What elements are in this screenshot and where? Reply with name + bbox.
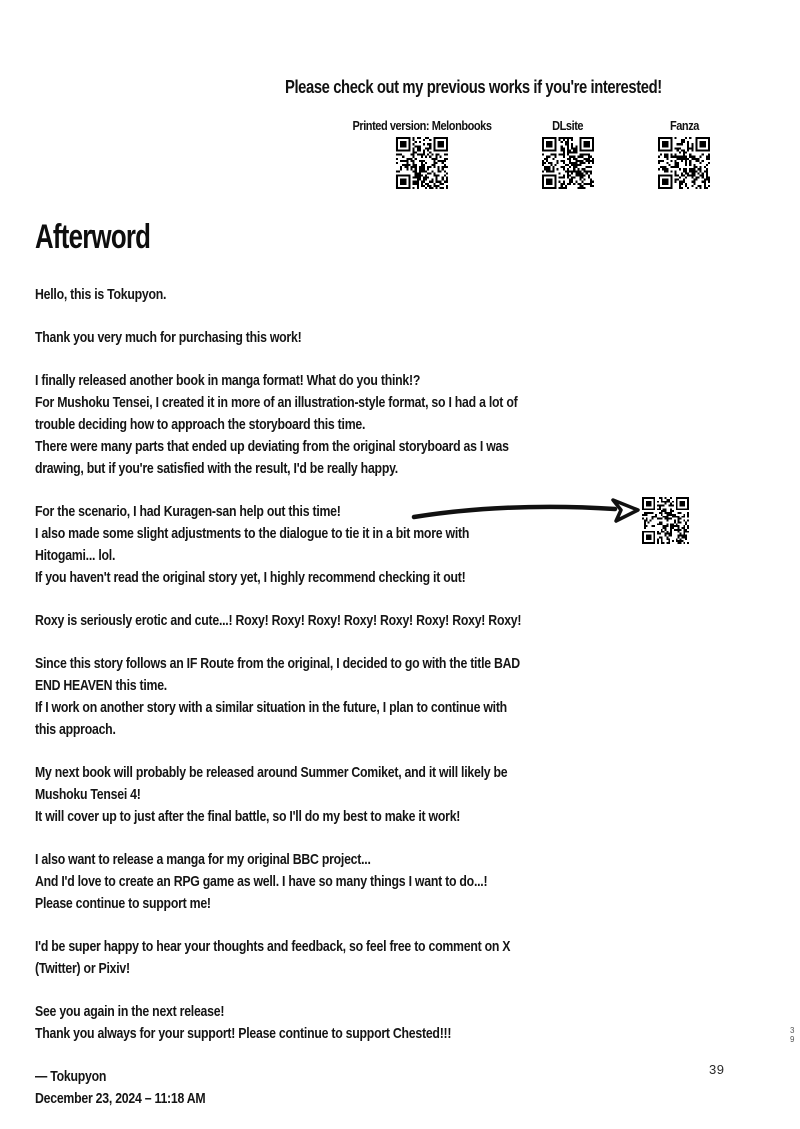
text-line: For the scenario, I had Kuragen-san help out this time! — [35, 503, 341, 520]
qr-link-item — [658, 119, 710, 189]
text-line: Please continue to support me! — [35, 895, 211, 912]
scenario-qr-wrap — [642, 497, 689, 549]
text-line: See you again in the next release! — [35, 1003, 225, 1020]
qr-link-label: DLsite — [552, 119, 584, 133]
text-line: Roxy is seriously erotic and cute...! Roxy! Roxy! Roxy! Roxy! Roxy! Roxy! Roxy! Roxy! — [35, 612, 522, 629]
text-line: END HEAVEN this time. — [35, 677, 167, 694]
text-line: If I work on another story with a similar situation in the future, I plan to continue with — [35, 699, 507, 716]
text-line: Since this story follows an IF Route from the original, I decided to go with the title BAD — [35, 655, 520, 672]
text-line: — Tokupyon — [35, 1068, 107, 1085]
paragraph — [35, 1001, 773, 1045]
edge-marker-digit: 9 — [790, 1035, 795, 1044]
text-line: There were many parts that ended up deviating from the original storyboard as I was — [35, 438, 509, 455]
paragraph — [35, 610, 773, 632]
hand-drawn-arrow-icon — [410, 498, 646, 528]
text-line: Thank you very much for purchasing this work! — [35, 329, 302, 346]
previous-works-callout: Please check out my previous works if you're interested! — [285, 76, 662, 97]
text-line: I'd be super happy to hear your thoughts and feedback, so feel free to comment on X — [35, 938, 511, 955]
text-line: this approach. — [35, 721, 116, 738]
edge-page-marker — [790, 1026, 800, 1044]
paragraph — [35, 936, 773, 980]
qr-link-label: Printed version: Melonbooks — [352, 119, 492, 133]
text-line: My next book will probably be released around Summer Comiket, and it will likely be — [35, 764, 508, 781]
text-line: I also want to release a manga for my original BBC project... — [35, 851, 371, 868]
text-line: (Twitter) or Pixiv! — [35, 960, 130, 977]
paragraph — [35, 327, 773, 349]
paragraph — [35, 1066, 773, 1110]
text-line: And I'd love to create an RPG game as well. I have so many things I want to do...! — [35, 873, 488, 890]
text-line: December 23, 2024 – 11:18 AM — [35, 1090, 206, 1107]
text-line: For Mushoku Tensei, I created it in more of an illustration-style format, so I had a lot of — [35, 394, 518, 411]
paragraph — [35, 284, 773, 306]
text-line: If you haven't read the original story yet, I highly recommend checking it out! — [35, 569, 466, 586]
text-line: Hitogami... lol. — [35, 547, 116, 564]
page-number: 39 — [709, 1062, 725, 1077]
text-line: drawing, but if you're satisfied with the result, I'd be really happy. — [35, 460, 398, 477]
text-line: Mushoku Tensei 4! — [35, 786, 141, 803]
paragraph — [35, 762, 773, 828]
qr-link-item — [542, 119, 594, 189]
text-line: I also made some slight adjustments to the dialogue to tie it in a bit more with — [35, 525, 470, 542]
edge-marker-digit: 3 — [790, 1026, 795, 1035]
paragraph — [35, 849, 773, 915]
dlsite-qr — [542, 137, 594, 189]
paragraph — [35, 653, 773, 741]
fanza-qr — [658, 137, 710, 189]
scenario-qr-code — [642, 497, 689, 544]
qr-link-label: Fanza — [669, 119, 699, 133]
text-line: I finally released another book in manga format! What do you think!? — [35, 372, 421, 389]
page-title: Afterword — [35, 218, 151, 256]
text-line: Thank you always for your support! Please continue to support Chested!!! — [35, 1025, 452, 1042]
paragraph — [35, 370, 773, 480]
text-line: Hello, this is Tokupyon. — [35, 286, 167, 303]
melonbooks-qr — [396, 137, 448, 189]
text-line: It will cover up to just after the final battle, so I'll do my best to make it work! — [35, 808, 461, 825]
qr-link-item — [343, 119, 501, 189]
text-line: trouble deciding how to approach the storyboard this time. — [35, 416, 366, 433]
afterword-body — [35, 284, 773, 1129]
